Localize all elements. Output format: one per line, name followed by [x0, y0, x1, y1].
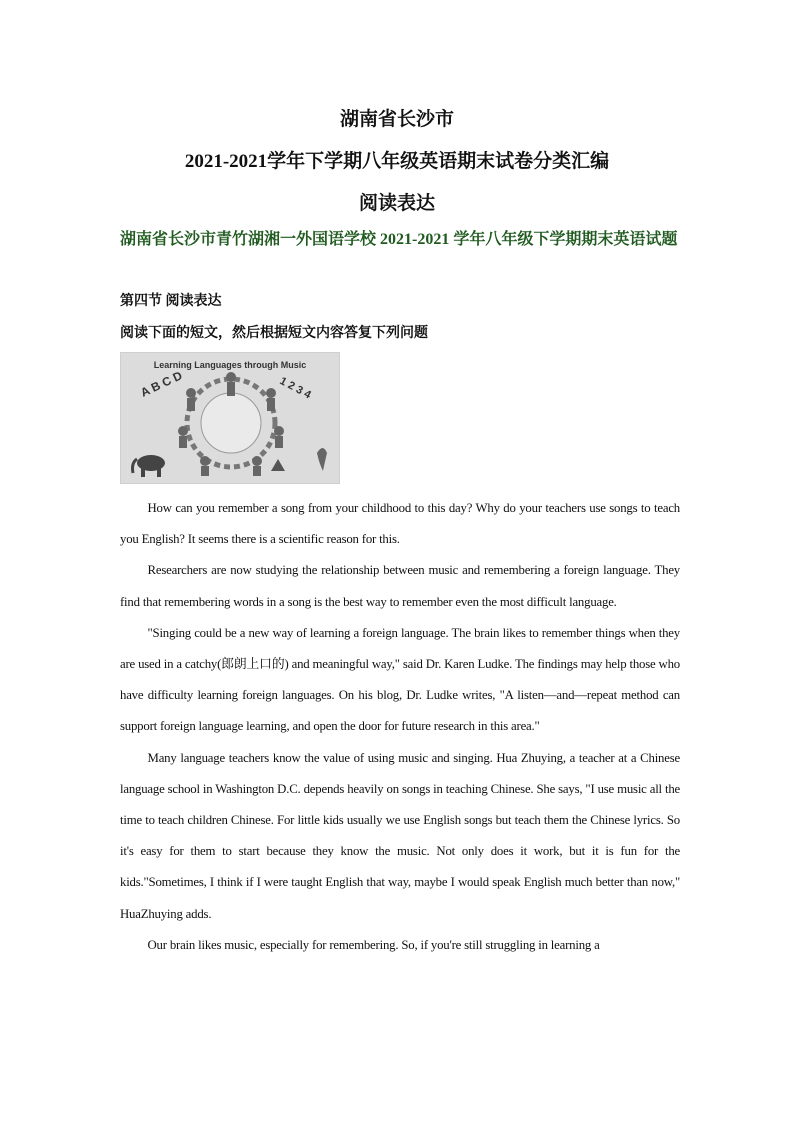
passage-paragraph-5: Our brain likes music, especially for remembering. So, if you're still struggling in learning a: [147, 937, 600, 952]
passage-paragraph-1: How can you remember a song from your childhood to this day? Why do your teachers use songs to teach you English? It seems there is a scientific reason for this.: [120, 501, 680, 547]
document-title-region: 湖南省长沙市: [339, 109, 454, 130]
instruction-text: 阅读下面的短文，然后根据短文内容答复下列问题: [120, 326, 428, 341]
passage-paragraph-2: Researchers are now studying the relationship between music and remembering a foreign language. They find that remembering words in a song is the best way to remember even the most difficult language.: [120, 563, 680, 609]
illustration-caption: Learning Languages through Music: [153, 360, 307, 370]
source-school-heading: 湖南省长沙市青竹湖湘一外国语学校 2021-2021 学年八年级下学期期末英语试题: [120, 231, 678, 248]
illustration-letters: A B C D: [138, 368, 185, 400]
reading-passage: [120, 493, 680, 961]
illustration-drawing: [121, 353, 339, 483]
section-label: 第四节 阅读表达: [120, 294, 222, 309]
illustration-learning-languages-through-music: [120, 352, 340, 484]
document-title-section: 阅读表达: [358, 193, 435, 214]
passage-paragraph-3: "Singing could be a new way of learning a foreign language. The brain likes to remember things when they are used in a catchy(郎朗上口的) and meaningful way," said Dr. Karen Ludke. The findings may help those who have difficulty learning foreign languages. On his blog, Dr. Ludke writes, "A listen—and—repeat method can support foreign language learning, and open the door for future research in this area.": [120, 625, 680, 734]
passage-paragraph-4: Many language teachers know the value of using music and singing. Hua Zhuying, a teacher at a Chinese language school in Washington D.C. depends heavily on songs in teaching Chinese. She says, "I use music all the time to teach children Chinese. For little kids usually we use English songs but teach them the Chinese lyrics. So it's easy for them to start because they know the music. Not only does it work, but it is fun for the kids."Sometimes, I think if I were taught English that way, maybe I would speak English much better than now," HuaZhuying adds.: [120, 750, 680, 921]
document-title-exam: 2021-2021学年下学期八年级英语期末试卷分类汇编: [184, 151, 610, 172]
illustration-numbers: 1 2 3 4: [277, 375, 313, 402]
